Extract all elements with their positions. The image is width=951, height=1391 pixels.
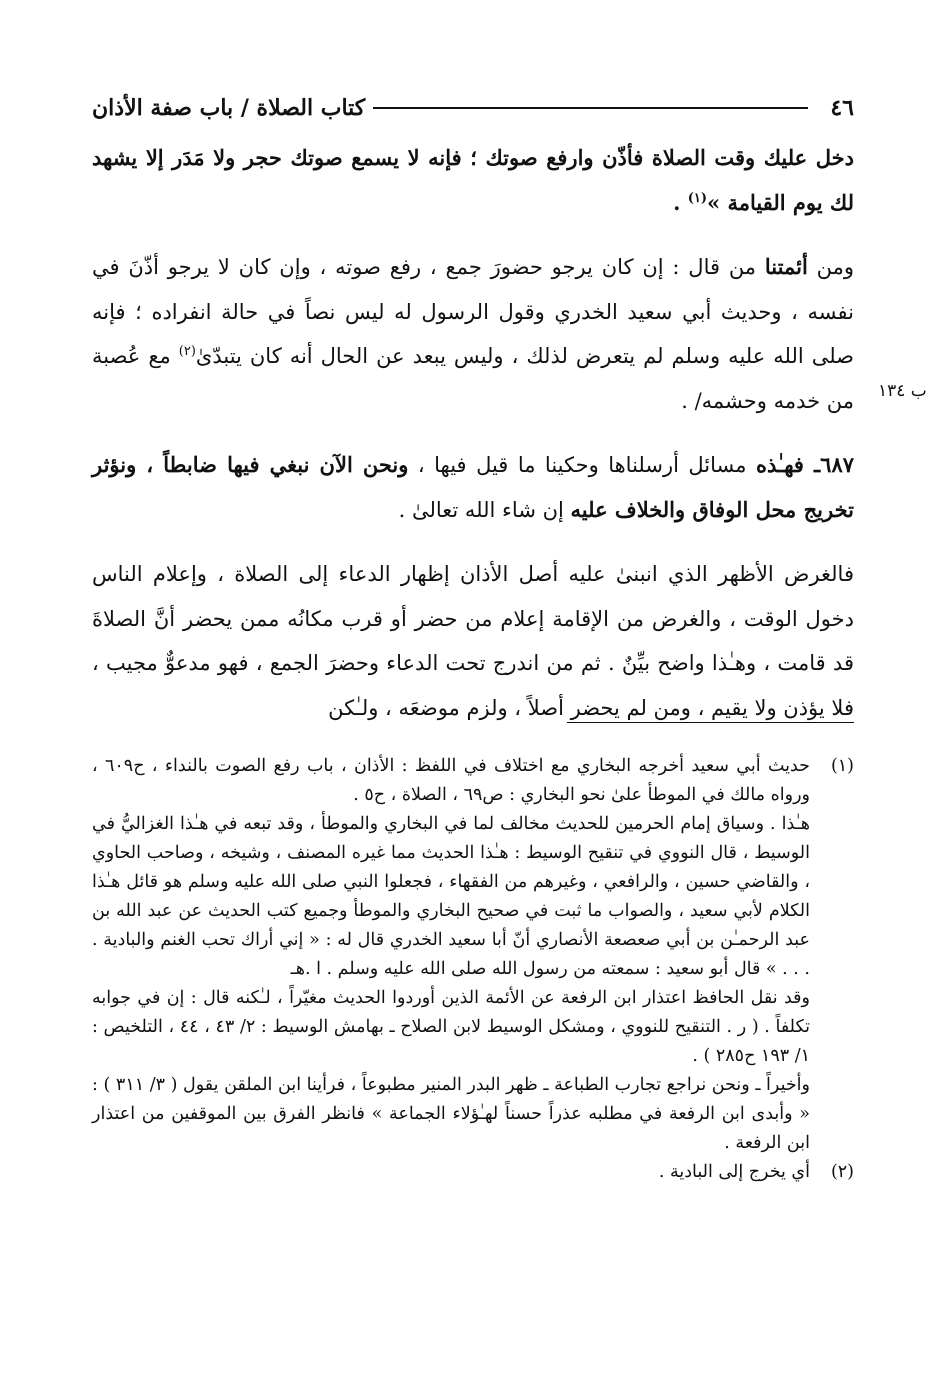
footnote-ref-1: (١) bbox=[687, 190, 708, 206]
paragraph-2-c: مع عُصبة من خدمه وحشمه/ . bbox=[92, 344, 854, 413]
paragraph-2-a: ومن bbox=[807, 255, 854, 279]
footnote-1-para-2: وقد نقل الحافظ اعتذار ابن الرفعة عن الأئمة الذين أوردوا الحديث مغيّراً ، لـٰكنه قال : إن في جوابه تكلفاً . ( ر . التنقيح للنووي ، ومشكل الوسيط لابن الصلاح ـ بهامش الوسيط : ٢/ ٤٣ ، ٤٤ ، التلخيص : ١/ ١٩٣ ح٢٨٥ ) . bbox=[92, 988, 810, 1066]
footnote-2-text: أي يخرج إلى البادية . bbox=[658, 1162, 810, 1182]
paragraph-3 bbox=[92, 443, 854, 532]
header-rule bbox=[373, 107, 808, 109]
paragraph-3-number: ٦٨٧ـ فهـٰذه bbox=[756, 452, 855, 477]
paragraph-2-bold: أئمتنا bbox=[764, 254, 808, 279]
footnote-2-number: (٢) bbox=[830, 1162, 854, 1182]
paragraph-1-text: دخل عليك وقت الصلاة فأذّن وارفع صوتك ؛ فإنه لا يسمع صوتك حجر ولا مَدَر إلا يشهد لك يوم القيامة » bbox=[92, 145, 854, 215]
footnote-1-continuation bbox=[92, 810, 854, 1158]
page-header bbox=[92, 88, 854, 128]
footnote-ref-2: (٢) bbox=[178, 344, 196, 359]
footnote-1-para-1: هـٰذا . وسياق إمام الحرمين للحديث مخالف لما في البخاري والموطأ ، وقد تبعه في هـٰذا الغزاليُّ في الوسيط ، قال النووي في تنقيح الوسيط : هـٰذا الحديث مما غيره المصنف ، وشيخه ، وصاحب الحاوي ، والقاضي حسين ، والرافعي ، وغيرهم من الفقهاء ، فجعلوا النبي صلى الله عليه وسلم هو قائل هـٰذا الكلام لأبي سعيد ، والصواب ما ثبت في صحيح البخاري والموطأ وجميع كتب الحديث عن عبد الله بن عبد الرحمـٰن بن أبي صعصعة الأنصاري أنّ أبا سعيد الخدري قال له : « إني أراك تحب الغنم والبادية . . . . » قال أبو سعيد : سمعته من رسول الله صلى الله عليه وسلم . ا .هـ bbox=[92, 814, 810, 979]
paragraph-1-tail: . bbox=[673, 189, 688, 215]
footnote-2 bbox=[92, 1158, 854, 1187]
running-title: كتاب الصلاة / باب صفة الأذان bbox=[92, 95, 366, 121]
paragraph-3-b: إن شاء الله تعالىٰ . bbox=[398, 497, 571, 522]
paragraph-1 bbox=[92, 136, 854, 225]
footnote-1-text: حديث أبي سعيد أخرجه البخاري مع اختلاف في اللفظ : الأذان ، باب رفع الصوت بالنداء ، ح٦٠٩ ، ورواه مالك في الموطأ علىٰ نحو البخاري : ص٦٩ ، الصلاة ، ح٥ . bbox=[92, 756, 810, 805]
footnotes bbox=[92, 752, 854, 1187]
paragraph-2 bbox=[92, 245, 854, 423]
footnote-1-number: (١) bbox=[830, 756, 854, 776]
paragraph-4: فالغرض الأظهر الذي انبنىٰ عليه أصل الأذان إظهار الدعاء إلى الصلاة ، وإعلام الناس دخول الوقت ، والغرض من الإقامة إعلام من حضر أو قرب مكانُه ممن يحضر أنَّ الصلاةَ قد قامت ، وهـٰذا واضح بيِّنٌ . ثم من اندرج تحت الدعاء وحضرَ الجمع ، فهو مدعوٌّ مجيب ، فلا يؤذن ولا يقيم ، ومن لم يحضر أصلاً ، ولزم موضعَه ، ولـٰكن bbox=[92, 562, 854, 720]
page-number: ٤٦ bbox=[830, 95, 854, 121]
footnote-1 bbox=[92, 752, 854, 810]
paragraph-2-b: من قال : إن كان يرجو حضورَ جمع ، رفع صوته ، وإن كان لا يرجو أذّنَ في نفسه ، وحديث أبي سعيد الخدري وقول الرسول له ليس نصاً في حالة انفراده ؛ فإنه صلى الله عليه وسلم لم يتعرض لذلك ، وليس يبعد عن الحال أنه كان يتبدّىٰ bbox=[92, 255, 854, 368]
footnote-rule bbox=[567, 722, 854, 723]
paragraph-3-bold: ونحن الآن نبغي فيها ضابطاً ، ونؤثر تخريج محل الوفاق والخلاف عليه bbox=[92, 452, 854, 522]
footnote-1-para-3: وأخيراً ـ ونحن نراجع تجارب الطباعة ـ ظهر البدر المنير مطبوعاً ، فرأينا ابن الملقن يقول ( ٣/ ٣١١ ) : « وأبدى ابن الرفعة في مطلبه عذراً حسناً لهـٰؤلاء الجماعة » فانظر الفرق بين الموقفين من اعتذار ابن الرفعة . bbox=[92, 1075, 810, 1153]
body-text bbox=[92, 136, 854, 730]
paragraph-3-a: مسائل أرسلناها وحكينا ما قيل فيها ، bbox=[408, 453, 757, 477]
margin-note: ب ١٣٤ bbox=[878, 381, 927, 401]
